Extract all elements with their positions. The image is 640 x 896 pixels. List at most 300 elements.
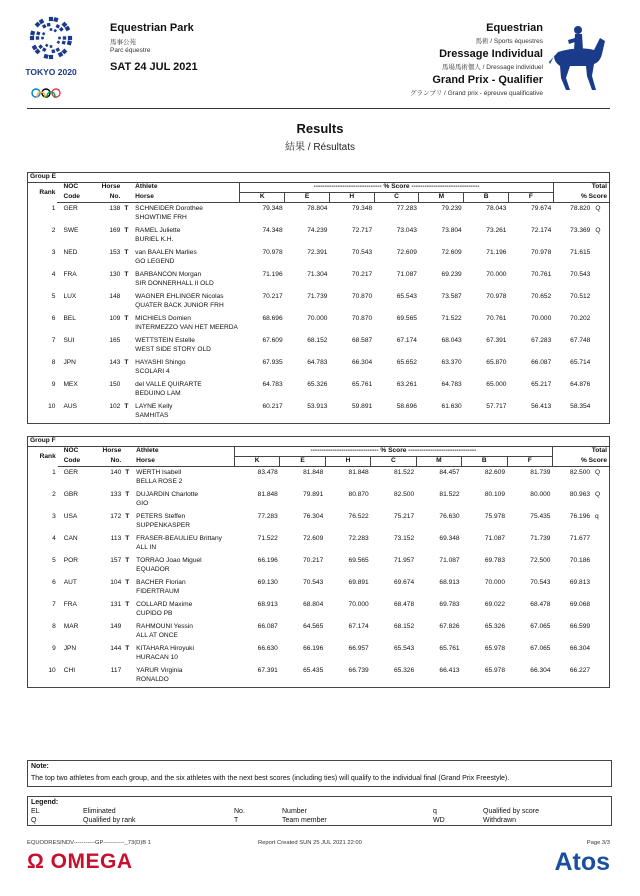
emblem-block	[53, 17, 58, 22]
horse-number-cell: 138	[109, 205, 121, 212]
judge-score-cell: 66.739	[348, 667, 369, 674]
judge-score-cell: 70.000	[307, 315, 328, 322]
judge-score-cell	[464, 214, 509, 225]
judge-score-cell: 71.196	[262, 271, 283, 278]
total-score-cell: 67.748	[570, 337, 591, 344]
judge-score-cell: 65.326	[393, 667, 415, 674]
rank-cell	[28, 522, 58, 533]
judge-score-cell	[508, 258, 553, 269]
qualification-cell	[592, 291, 609, 302]
horse-name-cell: WEST SIDE STORY OLD	[135, 346, 211, 353]
total-score-cell	[553, 346, 592, 357]
table-row-horse	[28, 654, 610, 665]
qualification-cell	[592, 555, 609, 566]
judge-score-cell	[234, 544, 279, 555]
judge-score-cell: 68.913	[257, 601, 278, 608]
judge-score-cell: 67.174	[348, 623, 369, 630]
noc-header: NOC	[63, 447, 79, 454]
group-name: Group E	[28, 173, 610, 183]
judge-score-cell	[416, 522, 461, 533]
qualification-cell	[592, 665, 609, 676]
horse-name-cell: BURIEL K.H.	[135, 236, 174, 243]
judge-score-cell	[508, 390, 553, 401]
judge-score-cell	[371, 588, 416, 599]
judge-score-cell: 72.283	[348, 535, 369, 542]
horse-name-cell: SUPPENKASPER	[136, 522, 191, 529]
judge-score-cell: 56.413	[531, 403, 552, 410]
judge-score-cell: 67.826	[439, 623, 460, 630]
rank-cell: 9	[28, 379, 58, 390]
venue-block	[110, 22, 198, 73]
noc-cell: JPN	[63, 645, 77, 652]
legend-key: WD	[433, 817, 445, 824]
judge-score-cell	[462, 478, 507, 489]
team-flag-cell	[123, 610, 134, 621]
judge-score-cell	[280, 544, 325, 555]
total-score-cell	[552, 610, 592, 621]
judge-score-cell: 82.500	[393, 491, 415, 498]
noc-cell	[58, 544, 88, 555]
judge-score-cell: 53.913	[307, 403, 328, 410]
horse-header: Horse	[133, 193, 240, 203]
horse-number-cell: 172	[110, 513, 122, 520]
rank-cell	[28, 280, 58, 291]
athlete-name-cell: WERTH Isabell	[136, 469, 182, 476]
emblem-block	[36, 36, 39, 39]
qualification-cell	[592, 599, 609, 610]
horse-number-cell	[88, 522, 124, 533]
judge-score-cell: 68.478	[393, 601, 415, 608]
team-flag-cell: T	[125, 513, 130, 520]
judge-score-cell	[507, 632, 552, 643]
table-row	[28, 555, 610, 566]
qualification-cell	[592, 588, 609, 599]
judge-score-cell	[507, 566, 552, 577]
total-score-cell	[553, 302, 592, 313]
judge-score-cell: 68.152	[393, 623, 415, 630]
noc-cell	[58, 654, 88, 665]
horse-number-cell: 102	[109, 403, 121, 410]
judge-score-cell: 57.717	[486, 403, 507, 410]
judge-score-cell	[419, 280, 464, 291]
table-row-horse	[28, 214, 610, 225]
judge-score-cell	[285, 236, 330, 247]
judge-score-cell	[371, 676, 416, 688]
horse-number-cell: 113	[110, 535, 122, 542]
judge-score-cell: 72.174	[531, 227, 552, 234]
emblem-block	[68, 36, 72, 40]
table-row	[28, 621, 610, 632]
athlete-header: Athlete	[135, 183, 158, 190]
judge-score-cell	[280, 676, 325, 688]
team-flag-cell	[123, 566, 134, 577]
judge-score-cell	[464, 280, 509, 291]
judge-score-cell	[464, 368, 509, 379]
team-flag-cell: T	[124, 403, 129, 410]
rank-cell	[28, 654, 58, 665]
total-score-header: % Score	[553, 193, 609, 203]
judge-score-cell: 64.783	[262, 381, 283, 388]
emblem-block	[49, 55, 53, 59]
team-flag-cell: T	[125, 557, 130, 564]
total-score-cell	[552, 588, 592, 599]
judge-score-cell	[325, 478, 370, 489]
emblem-block	[63, 36, 66, 39]
table-row	[28, 313, 610, 324]
team-flag-cell	[123, 676, 134, 688]
judge-score-cell	[416, 610, 461, 621]
table-row-horse	[28, 324, 610, 335]
total-score-cell: 73.369	[570, 227, 591, 234]
rank-cell: 4	[28, 533, 58, 544]
judge-header: H	[325, 457, 370, 467]
team-flag-cell	[122, 324, 133, 335]
judge-score-cell: 72.391	[307, 249, 328, 256]
noc-cell	[57, 258, 87, 269]
rank-cell	[28, 368, 58, 379]
judge-score-cell	[419, 412, 464, 424]
team-flag-header	[122, 183, 133, 193]
horse-number-cell: 130	[109, 271, 121, 278]
judge-score-cell: 68.587	[352, 337, 373, 344]
judge-score-cell: 71.522	[257, 535, 278, 542]
total-score-cell: 82.500	[569, 469, 591, 476]
judge-score-cell	[371, 566, 416, 577]
judge-score-cell	[374, 302, 419, 313]
rank-cell	[28, 302, 58, 313]
page-subtitle: 結果 / Résultats	[284, 142, 356, 153]
judge-score-cell: 73.587	[441, 293, 462, 300]
rank-cell	[28, 236, 58, 247]
rank-cell: 7	[28, 335, 58, 346]
total-score-cell: 70.543	[570, 271, 591, 278]
judge-score-cell	[507, 478, 552, 489]
judge-score-cell: 61.630	[441, 403, 462, 410]
total-score-cell: 65.714	[570, 359, 591, 366]
total-score-cell	[553, 412, 592, 424]
emblem-block	[45, 44, 49, 48]
emblem-block	[50, 28, 53, 31]
team-flag-header	[123, 447, 134, 457]
qualification-cell	[592, 379, 609, 390]
judge-score-cell: 66.304	[352, 359, 373, 366]
emblem-block	[67, 40, 72, 45]
table-row-horse	[28, 280, 610, 291]
horse-name-cell: CUPIDO PB	[136, 610, 173, 617]
rank-cell	[28, 566, 58, 577]
judge-score-cell	[508, 324, 553, 335]
horse-number-cell	[88, 588, 124, 599]
judge-score-cell	[462, 654, 507, 665]
judge-score-cell: 66.957	[348, 645, 369, 652]
table-row	[28, 489, 610, 500]
horse-number-cell	[88, 676, 124, 688]
judge-score-cell	[234, 588, 279, 599]
judge-score-cell: 67.174	[396, 337, 417, 344]
qualification-cell	[592, 346, 609, 357]
rank-cell: 9	[28, 643, 58, 654]
team-flag-cell	[123, 665, 134, 676]
horse-number-cell	[87, 368, 122, 379]
horse-number-cell: 157	[110, 557, 122, 564]
judge-score-cell	[374, 280, 419, 291]
judge-score-cell: 65.652	[396, 359, 417, 366]
horse-number-cell	[88, 544, 124, 555]
athlete-name-cell: del VALLE QUIRARTE	[135, 381, 202, 388]
judge-score-cell	[234, 478, 279, 489]
horse-name-cell: BELLA ROSE 2	[136, 478, 183, 485]
judge-score-cell: 66.196	[257, 557, 278, 564]
horse-name-cell: SIR DONNERHALL II OLD	[135, 280, 214, 287]
emblem-block	[42, 32, 46, 36]
legend-key: EL	[31, 808, 40, 815]
judge-score-cell	[329, 324, 374, 335]
table-row	[28, 291, 610, 302]
judge-score-cell	[371, 610, 416, 621]
column-header-row	[28, 193, 610, 203]
team-flag-cell: T	[125, 469, 130, 476]
judge-score-cell	[374, 390, 419, 401]
team-flag-cell: T	[125, 601, 130, 608]
team-flag-cell: T	[125, 535, 130, 542]
noc-cell	[58, 478, 88, 489]
qualification-cell	[592, 621, 609, 632]
group-header-row	[28, 173, 610, 183]
judge-score-cell	[325, 522, 370, 533]
judge-score-cell: 65.543	[393, 645, 415, 652]
qualification-cell	[592, 632, 609, 643]
judge-score-cell	[240, 390, 285, 401]
team-flag-cell	[122, 291, 133, 302]
event-name: Dressage Individual	[439, 48, 543, 60]
judge-score-cell	[464, 258, 509, 269]
judge-score-cell: 69.565	[396, 315, 417, 322]
legend-row	[28, 807, 611, 816]
judge-score-cell	[329, 236, 374, 247]
rank-cell: 10	[28, 665, 58, 676]
omega-logo: Ω OMEGA	[27, 850, 133, 873]
noc-code-header: Code	[58, 457, 88, 467]
table-row	[28, 643, 610, 654]
judge-score-cell: 67.609	[262, 337, 283, 344]
horse-number-cell	[88, 654, 124, 665]
total-score-cell	[552, 522, 592, 533]
judge-score-cell	[416, 588, 461, 599]
judge-score-cell: 67.065	[530, 645, 551, 652]
horse-name-cell: EQUADOR	[136, 566, 170, 573]
judge-score-cell: 77.283	[257, 513, 278, 520]
phase-subtitle: グランプリ / Grand prix - épreuve qualificative	[409, 90, 543, 97]
judge-score-cell	[325, 632, 370, 643]
judge-score-cell	[234, 522, 279, 533]
table-row	[28, 357, 610, 368]
qualification-cell	[592, 500, 609, 511]
judge-score-cell: 72.609	[303, 535, 324, 542]
judge-score-cell: 81.522	[393, 469, 415, 476]
judge-score-cell	[374, 258, 419, 269]
judge-score-cell	[508, 412, 553, 424]
table-row-horse	[28, 676, 610, 688]
emblem-block	[30, 36, 34, 40]
judge-score-cell	[371, 654, 416, 665]
team-flag-cell: T	[125, 579, 130, 586]
judge-score-cell: 67.283	[531, 337, 552, 344]
judge-score-cell: 70.761	[531, 271, 552, 278]
table-row	[28, 379, 610, 390]
judge-score-cell	[234, 500, 279, 511]
athlete-name-cell: van BAALEN Marlies	[135, 249, 197, 256]
judge-score-cell: 75.978	[484, 513, 506, 520]
judge-header: C	[371, 457, 416, 467]
judge-score-cell	[374, 346, 419, 357]
rank-cell: 8	[28, 357, 58, 368]
horse-number-cell: 140	[110, 469, 122, 476]
team-flag-cell: T	[124, 315, 129, 322]
qualification-cell	[592, 412, 609, 424]
judge-score-cell	[464, 236, 509, 247]
team-flag-cell	[122, 302, 133, 313]
horse-name-cell: ALL AT ONCE	[136, 632, 178, 639]
noc-cell	[57, 236, 87, 247]
judge-score-cell: 66.196	[303, 645, 324, 652]
judge-score-cell	[462, 610, 507, 621]
judge-score-cell: 65.326	[484, 623, 506, 630]
judge-score-cell: 70.870	[352, 315, 373, 322]
judge-score-cell: 65.543	[396, 293, 417, 300]
judge-score-cell: 71.957	[393, 557, 415, 564]
rank-cell	[28, 324, 58, 335]
judge-score-cell: 69.783	[484, 557, 506, 564]
qualification-cell	[592, 335, 609, 346]
rank-cell: 5	[28, 291, 58, 302]
horse-name-cell: GO LEGEND	[135, 258, 175, 265]
logo-text: TOKYO 2020	[25, 67, 77, 77]
qualification-cell	[592, 676, 609, 688]
judge-score-cell: 70.543	[303, 579, 324, 586]
judge-score-cell	[507, 654, 552, 665]
judge-score-cell: 65.978	[484, 645, 506, 652]
judge-score-cell	[325, 676, 370, 688]
judge-score-cell: 78.043	[486, 205, 507, 212]
rank-cell	[28, 390, 58, 401]
horse-number-cell	[87, 214, 122, 225]
judge-score-cell	[285, 258, 330, 269]
judge-score-cell: 65.326	[307, 381, 328, 388]
judge-score-cell: 66.413	[439, 667, 460, 674]
judge-score-cell	[508, 302, 553, 313]
judge-score-cell	[464, 412, 509, 424]
judge-score-cell	[462, 566, 507, 577]
athlete-name-cell: YARUR Virginia	[136, 667, 183, 674]
qualification-cell	[592, 478, 609, 489]
horse-number-cell	[87, 346, 122, 357]
athlete-name-cell: TORRAO Joao Miguel	[136, 557, 202, 564]
emblem-block	[47, 23, 51, 27]
judge-score-cell: 67.391	[486, 337, 507, 344]
judge-score-cell: 71.196	[486, 249, 507, 256]
noc-cell: JPN	[63, 359, 76, 366]
judge-score-cell	[325, 610, 370, 621]
judge-score-cell: 70.000	[484, 579, 506, 586]
total-score-cell: 58.354	[570, 403, 591, 410]
judge-score-cell	[416, 566, 461, 577]
judge-score-cell	[371, 632, 416, 643]
athlete-name-cell: MICHIELS Domien	[135, 315, 191, 322]
table-row-horse	[28, 610, 610, 621]
qualification-cell	[592, 401, 609, 412]
qualification-cell	[592, 390, 609, 401]
total-score-cell: 80.963	[569, 491, 591, 498]
team-flag-cell	[123, 588, 134, 599]
judge-header: B	[464, 193, 509, 203]
qualification-cell	[592, 566, 609, 577]
athlete-name-cell: RAHMOUNI Yessin	[136, 623, 193, 630]
judge-score-cell	[234, 566, 279, 577]
judge-score-cell	[329, 412, 374, 424]
athlete-name-cell: DUJARDIN Charlotte	[136, 491, 199, 498]
judge-score-cell: 63.370	[441, 359, 462, 366]
judge-score-cell	[508, 368, 553, 379]
judge-score-cell: 75.435	[530, 513, 551, 520]
noc-cell: CHI	[63, 667, 76, 674]
noc-cell: AUS	[63, 403, 77, 410]
table-row	[28, 665, 610, 676]
total-score-cell	[552, 676, 592, 688]
judge-score-cell: 71.304	[307, 271, 328, 278]
judge-score-cell: 76.630	[439, 513, 460, 520]
horse-name-cell: INTERMEZZO VAN HET MEERDA	[135, 324, 238, 331]
results-table-group-e	[27, 172, 610, 424]
table-row-horse	[28, 302, 610, 313]
rank-cell	[28, 676, 58, 688]
legend-value: Qualified by score	[483, 808, 540, 815]
judge-score-cell	[462, 500, 507, 511]
qualification-cell	[592, 247, 609, 258]
total-score-cell: 69.813	[569, 579, 591, 586]
noc-cell: GER	[63, 205, 78, 212]
team-flag-cell: T	[125, 645, 130, 652]
judge-score-cell	[371, 544, 416, 555]
total-score-cell	[552, 544, 592, 555]
legend-title: Legend:	[31, 799, 59, 806]
judge-score-cell: 58.696	[396, 403, 417, 410]
results-table-group-f	[27, 436, 610, 688]
horse-number-cell	[87, 324, 122, 335]
horse-name-cell: FIDERTRAUM	[136, 588, 180, 595]
team-flag-cell	[123, 522, 134, 533]
page-title: Results	[296, 121, 344, 136]
judge-score-cell: 77.283	[396, 205, 417, 212]
horse-number-cell: 131	[110, 601, 122, 608]
noc-cell: POR	[63, 557, 79, 564]
judge-score-cell: 84.457	[439, 469, 460, 476]
team-flag-cell	[123, 632, 134, 643]
judge-score-cell: 70.000	[348, 601, 369, 608]
team-flag-cell	[123, 654, 134, 665]
judge-score-cell: 76.522	[348, 513, 369, 520]
qualification-cell	[592, 654, 609, 665]
judge-score-cell: 76.304	[303, 513, 324, 520]
judge-score-cell	[240, 236, 285, 247]
judge-header: M	[416, 457, 461, 467]
judge-score-cell	[464, 302, 509, 313]
table-row-horse	[28, 390, 610, 401]
horse-number-cell	[88, 610, 124, 621]
judge-score-cell: 74.348	[262, 227, 283, 234]
judge-score-cell: 68.043	[441, 337, 462, 344]
judge-score-cell	[329, 390, 374, 401]
noc-cell: MAR	[63, 623, 79, 630]
